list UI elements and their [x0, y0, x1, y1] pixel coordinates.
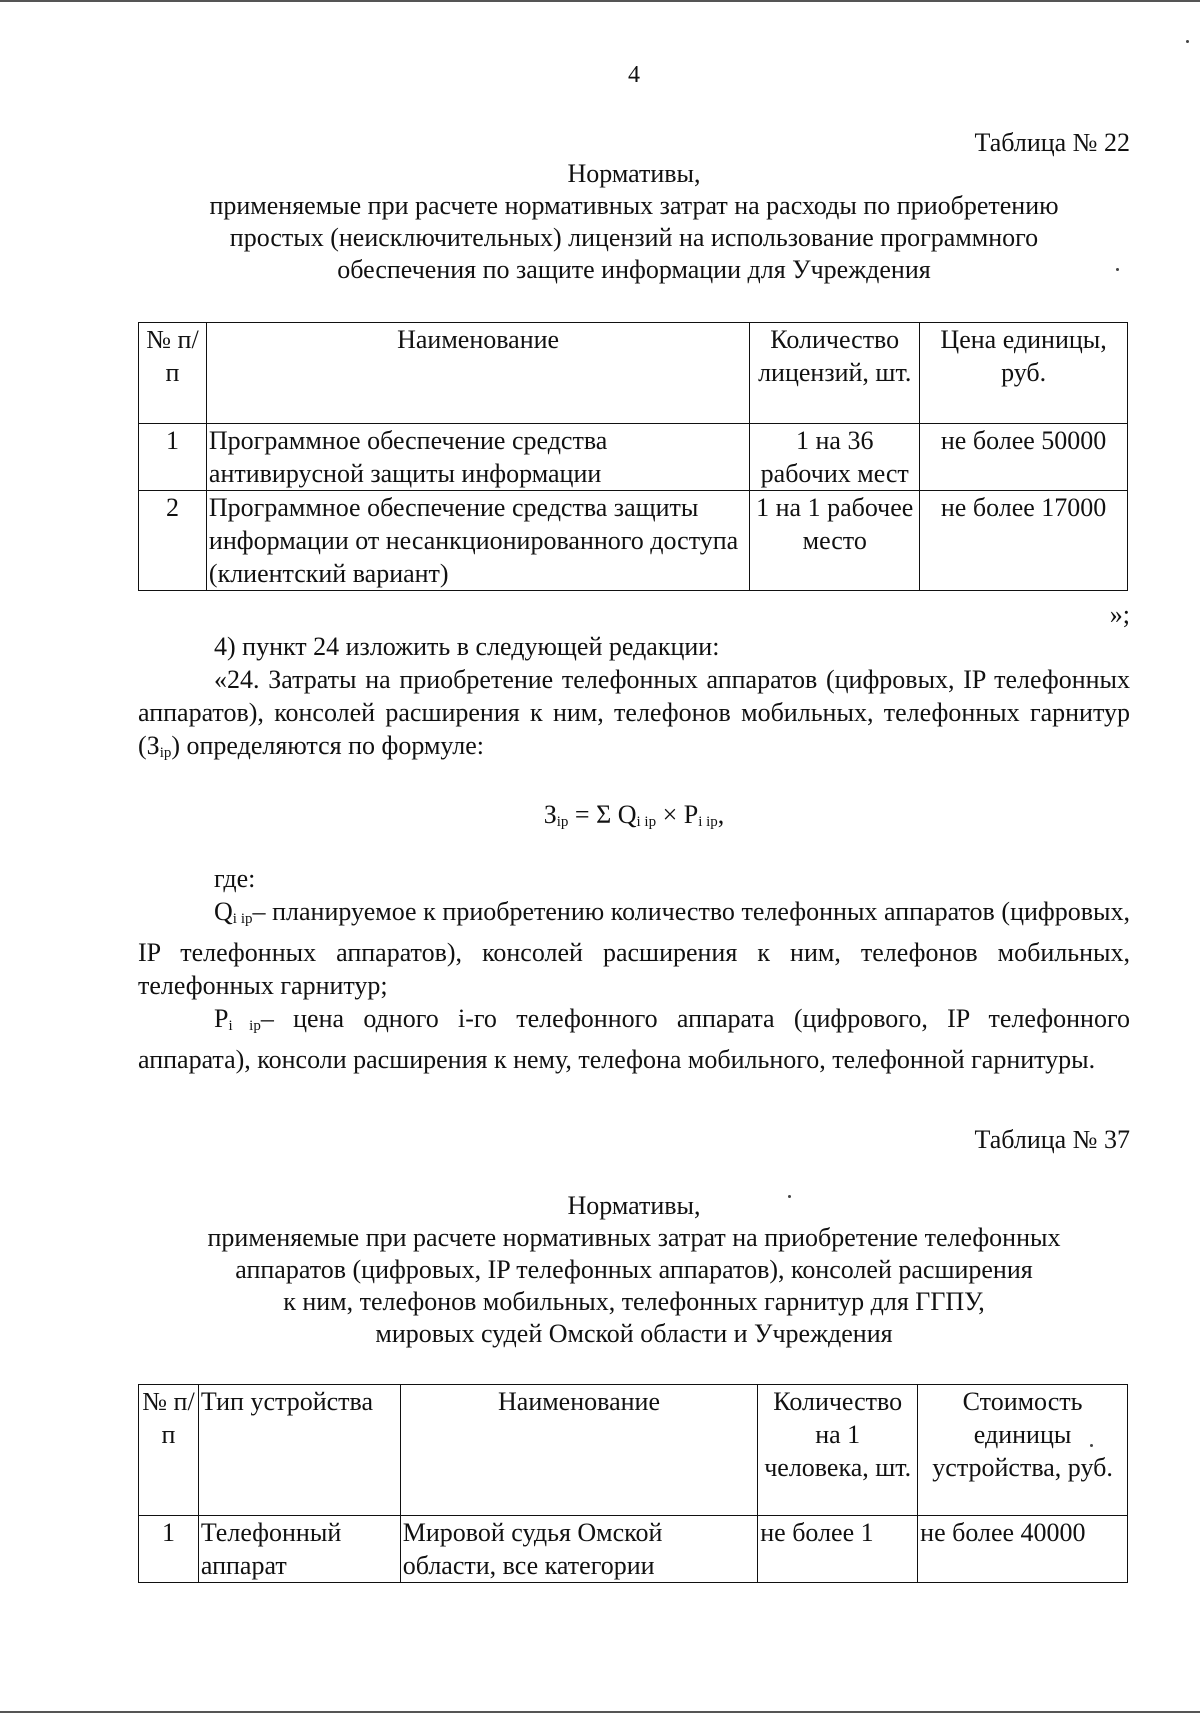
cell-num: 1 [139, 1516, 199, 1583]
table22-number: Таблица № 22 [974, 128, 1130, 157]
cell-name: Мировой судья Омской области, все категории [400, 1516, 757, 1583]
header-price: Стоимость единицы устройства, руб. [918, 1385, 1128, 1516]
header-price: Цена единицы, руб. [920, 323, 1128, 424]
cell-price: не более 40000 [918, 1516, 1128, 1583]
header-num: № п/п [139, 323, 207, 424]
definitions [138, 862, 1130, 1076]
formula-lhs-sub: ip [556, 814, 569, 830]
q-symbol: Q [214, 897, 233, 926]
page-number: 4 [628, 62, 640, 88]
q-subscript: i ip [232, 911, 253, 927]
scan-bottom-edge [0, 1711, 1200, 1713]
paragraph-item4: 4) пункт 24 изложить в следующей редакции: [214, 632, 720, 661]
cell-price: не более 17000 [920, 491, 1128, 591]
table22 [138, 322, 1128, 591]
table22-caption [138, 158, 1130, 286]
caption-line: обеспечения по защите информации для Учреждения [337, 255, 931, 284]
cell-num: 2 [139, 491, 207, 591]
item24-end: ) определяются по формуле: [171, 731, 485, 760]
cell-num: 1 [139, 424, 207, 491]
formula-times: × P [656, 800, 699, 829]
cell-type: Телефонный аппарат [198, 1516, 400, 1583]
scan-speck [1186, 40, 1189, 43]
definition-q [138, 895, 1130, 1002]
item24-subscript: ip [159, 745, 172, 761]
p-subscript: i ip [228, 1018, 261, 1034]
caption-line: Нормативы, [567, 1191, 701, 1220]
cell-qty: не более 1 [758, 1516, 918, 1583]
header-qty: Количество на 1 человека, шт. [758, 1385, 918, 1516]
caption-line: Нормативы, [567, 159, 701, 188]
item24-text: «24. Затраты на приобретение телефонных аппаратов (цифровых, IP телефонных аппаратов), консолей расширения к ним, телефонов мобильных, телефонных гарнитур (З [138, 665, 1130, 760]
cell-qty: 1 на 1 рабочее место [750, 491, 920, 591]
header-num: № п/п [139, 1385, 199, 1516]
caption-line: к ним, телефонов мобильных, телефонных гарнитур для ГГПУ, [283, 1287, 985, 1316]
q-definition: – планируемое к приобретению количество телефонных аппаратов (цифровых, IP телефонных аппаратов), консолей расширения к ним, телефонов мобильных, телефонных гарнитур; [138, 897, 1130, 1000]
p-definition: – цена одного i-го телефонного аппарата (цифрового, IP телефонного аппарата), консоли расширения к нему, телефона мобильного, телефонной гарнитуры. [138, 1004, 1130, 1074]
header-name: Наименование [400, 1385, 757, 1516]
paragraph-item24 [138, 663, 1130, 770]
caption-line: аппаратов (цифровых, IP телефонных аппаратов), консолей расширения [235, 1255, 1033, 1284]
caption-line: простых (неисключительных) лицензий на использование программного [229, 223, 1039, 252]
body-text [138, 630, 1130, 770]
caption-line: мировых судей Омской области и Учреждения [375, 1319, 893, 1348]
table-header-row [139, 323, 1128, 424]
p-symbol: P [214, 1004, 229, 1033]
where-label: где: [214, 864, 256, 893]
cell-name: Программное обеспечение средства антивирусной защиты информации [206, 424, 749, 491]
table37 [138, 1384, 1128, 1583]
table37-caption [138, 1190, 1130, 1350]
cell-qty: 1 на 36 рабочих мест [750, 424, 920, 491]
formula-lhs: З [543, 800, 557, 829]
caption-line: применяемые при расчете нормативных затрат на расходы по приобретению [209, 191, 1059, 220]
table37-number: Таблица № 37 [974, 1125, 1130, 1154]
formula-q-sub: i ip [636, 814, 657, 830]
cell-price: не более 50000 [920, 424, 1128, 491]
header-type: Тип устройства [198, 1385, 400, 1516]
table-row [139, 1516, 1128, 1583]
formula-eq: = Σ Q [568, 800, 637, 829]
table-header-row [139, 1385, 1128, 1516]
closing-quote: »; [1109, 600, 1130, 629]
cell-name: Программное обеспечение средства защиты информации от несанкционированного доступа (клиентский вариант) [206, 491, 749, 591]
formula-tail: , [717, 800, 725, 829]
header-name: Наименование [206, 323, 749, 424]
caption-line: применяемые при расчете нормативных затрат на приобретение телефонных [207, 1223, 1061, 1252]
formula-p-sub: i ip [698, 814, 718, 830]
table-row [139, 424, 1128, 491]
scan-top-edge [0, 0, 1200, 2]
header-qty: Количество лицензий, шт. [750, 323, 920, 424]
formula [138, 800, 1130, 831]
table-row [139, 491, 1128, 591]
definition-p [138, 1002, 1130, 1076]
